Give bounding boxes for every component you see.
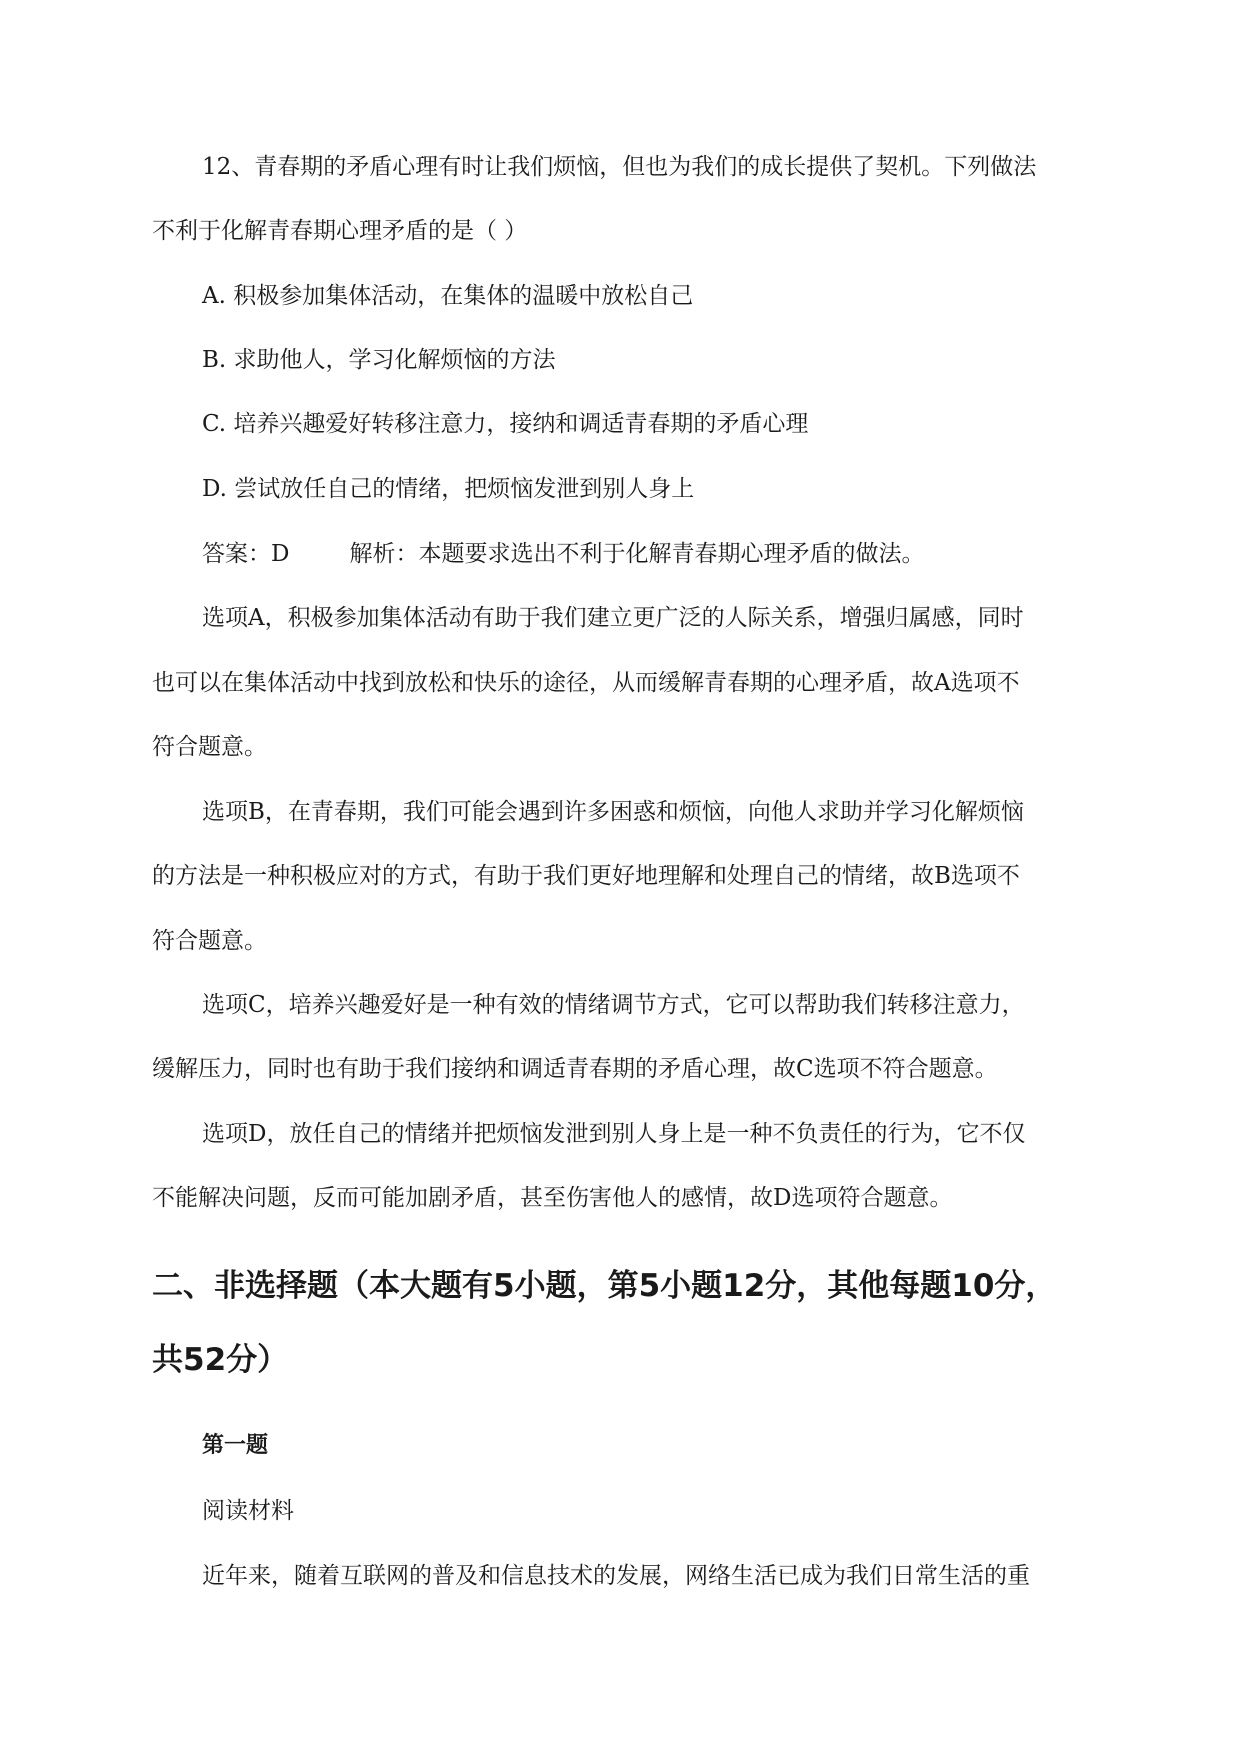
- analysis-d-line-1: 选项D，放任自己的情绪并把烦恼发泄到别人身上是一种不负责任的行为，它不仅: [202, 1121, 1026, 1147]
- option-b: B. 求助他人，学习化解烦恼的方法: [202, 347, 556, 373]
- analysis-d-line-2: 不能解决问题，反而可能加剧矛盾，甚至伤害他人的感情，故D选项符合题意。: [152, 1185, 953, 1211]
- analysis-c-line-2: 缓解压力，同时也有助于我们接纳和调适青春期的矛盾心理，故C选项不符合题意。: [152, 1056, 998, 1082]
- material-text-line-1: 近年来，随着互联网的普及和信息技术的发展，网络生活已成为我们日常生活的重: [202, 1563, 1030, 1589]
- answer-label: 答案：D: [202, 541, 290, 567]
- analysis-a-line-1: 选项A，积极参加集体活动有助于我们建立更广泛的人际关系，增强归属感，同时: [202, 605, 1024, 631]
- analysis-a-line-3: 符合题意。: [152, 734, 267, 760]
- analysis-b-line-1: 选项B，在青春期，我们可能会遇到许多困惑和烦恼，向他人求助并学习化解烦恼: [202, 799, 1024, 825]
- answer-line: [202, 539, 924, 569]
- material-label: 阅读材料: [202, 1498, 294, 1524]
- analysis-c-line-1: 选项C，培养兴趣爱好是一种有效的情绪调节方式，它可以帮助我们转移注意力，: [202, 992, 1025, 1018]
- option-d: D. 尝试放任自己的情绪，把烦恼发泄到别人身上: [202, 476, 695, 502]
- option-c: C. 培养兴趣爱好转移注意力，接纳和调适青春期的矛盾心理: [202, 411, 809, 437]
- option-a: A. 积极参加集体活动，在集体的温暖中放松自己: [202, 283, 694, 309]
- analysis-b-line-3: 符合题意。: [152, 928, 267, 954]
- question-stem-line-1: 12、青春期的矛盾心理有时让我们烦恼，但也为我们的成长提供了契机。下列做法: [202, 154, 1037, 180]
- section-heading-line-2: 共52分）: [152, 1342, 289, 1378]
- question-stem-line-2: 不利于化解青春期心理矛盾的是（ ）: [152, 218, 528, 244]
- analysis-intro: 解析：本题要求选出不利于化解青春期心理矛盾的做法。: [349, 541, 925, 567]
- analysis-a-line-2: 也可以在集体活动中找到放松和快乐的途径，从而缓解青春期的心理矛盾，故A选项不: [152, 670, 1020, 696]
- analysis-b-line-2: 的方法是一种积极应对的方式，有助于我们更好地理解和处理自己的情绪，故B选项不: [152, 863, 1020, 889]
- section-heading-line-1: 二、非选择题（本大题有5小题，第5小题12分，其他每题10分，: [152, 1268, 1057, 1304]
- question-1-title: 第一题: [202, 1433, 269, 1458]
